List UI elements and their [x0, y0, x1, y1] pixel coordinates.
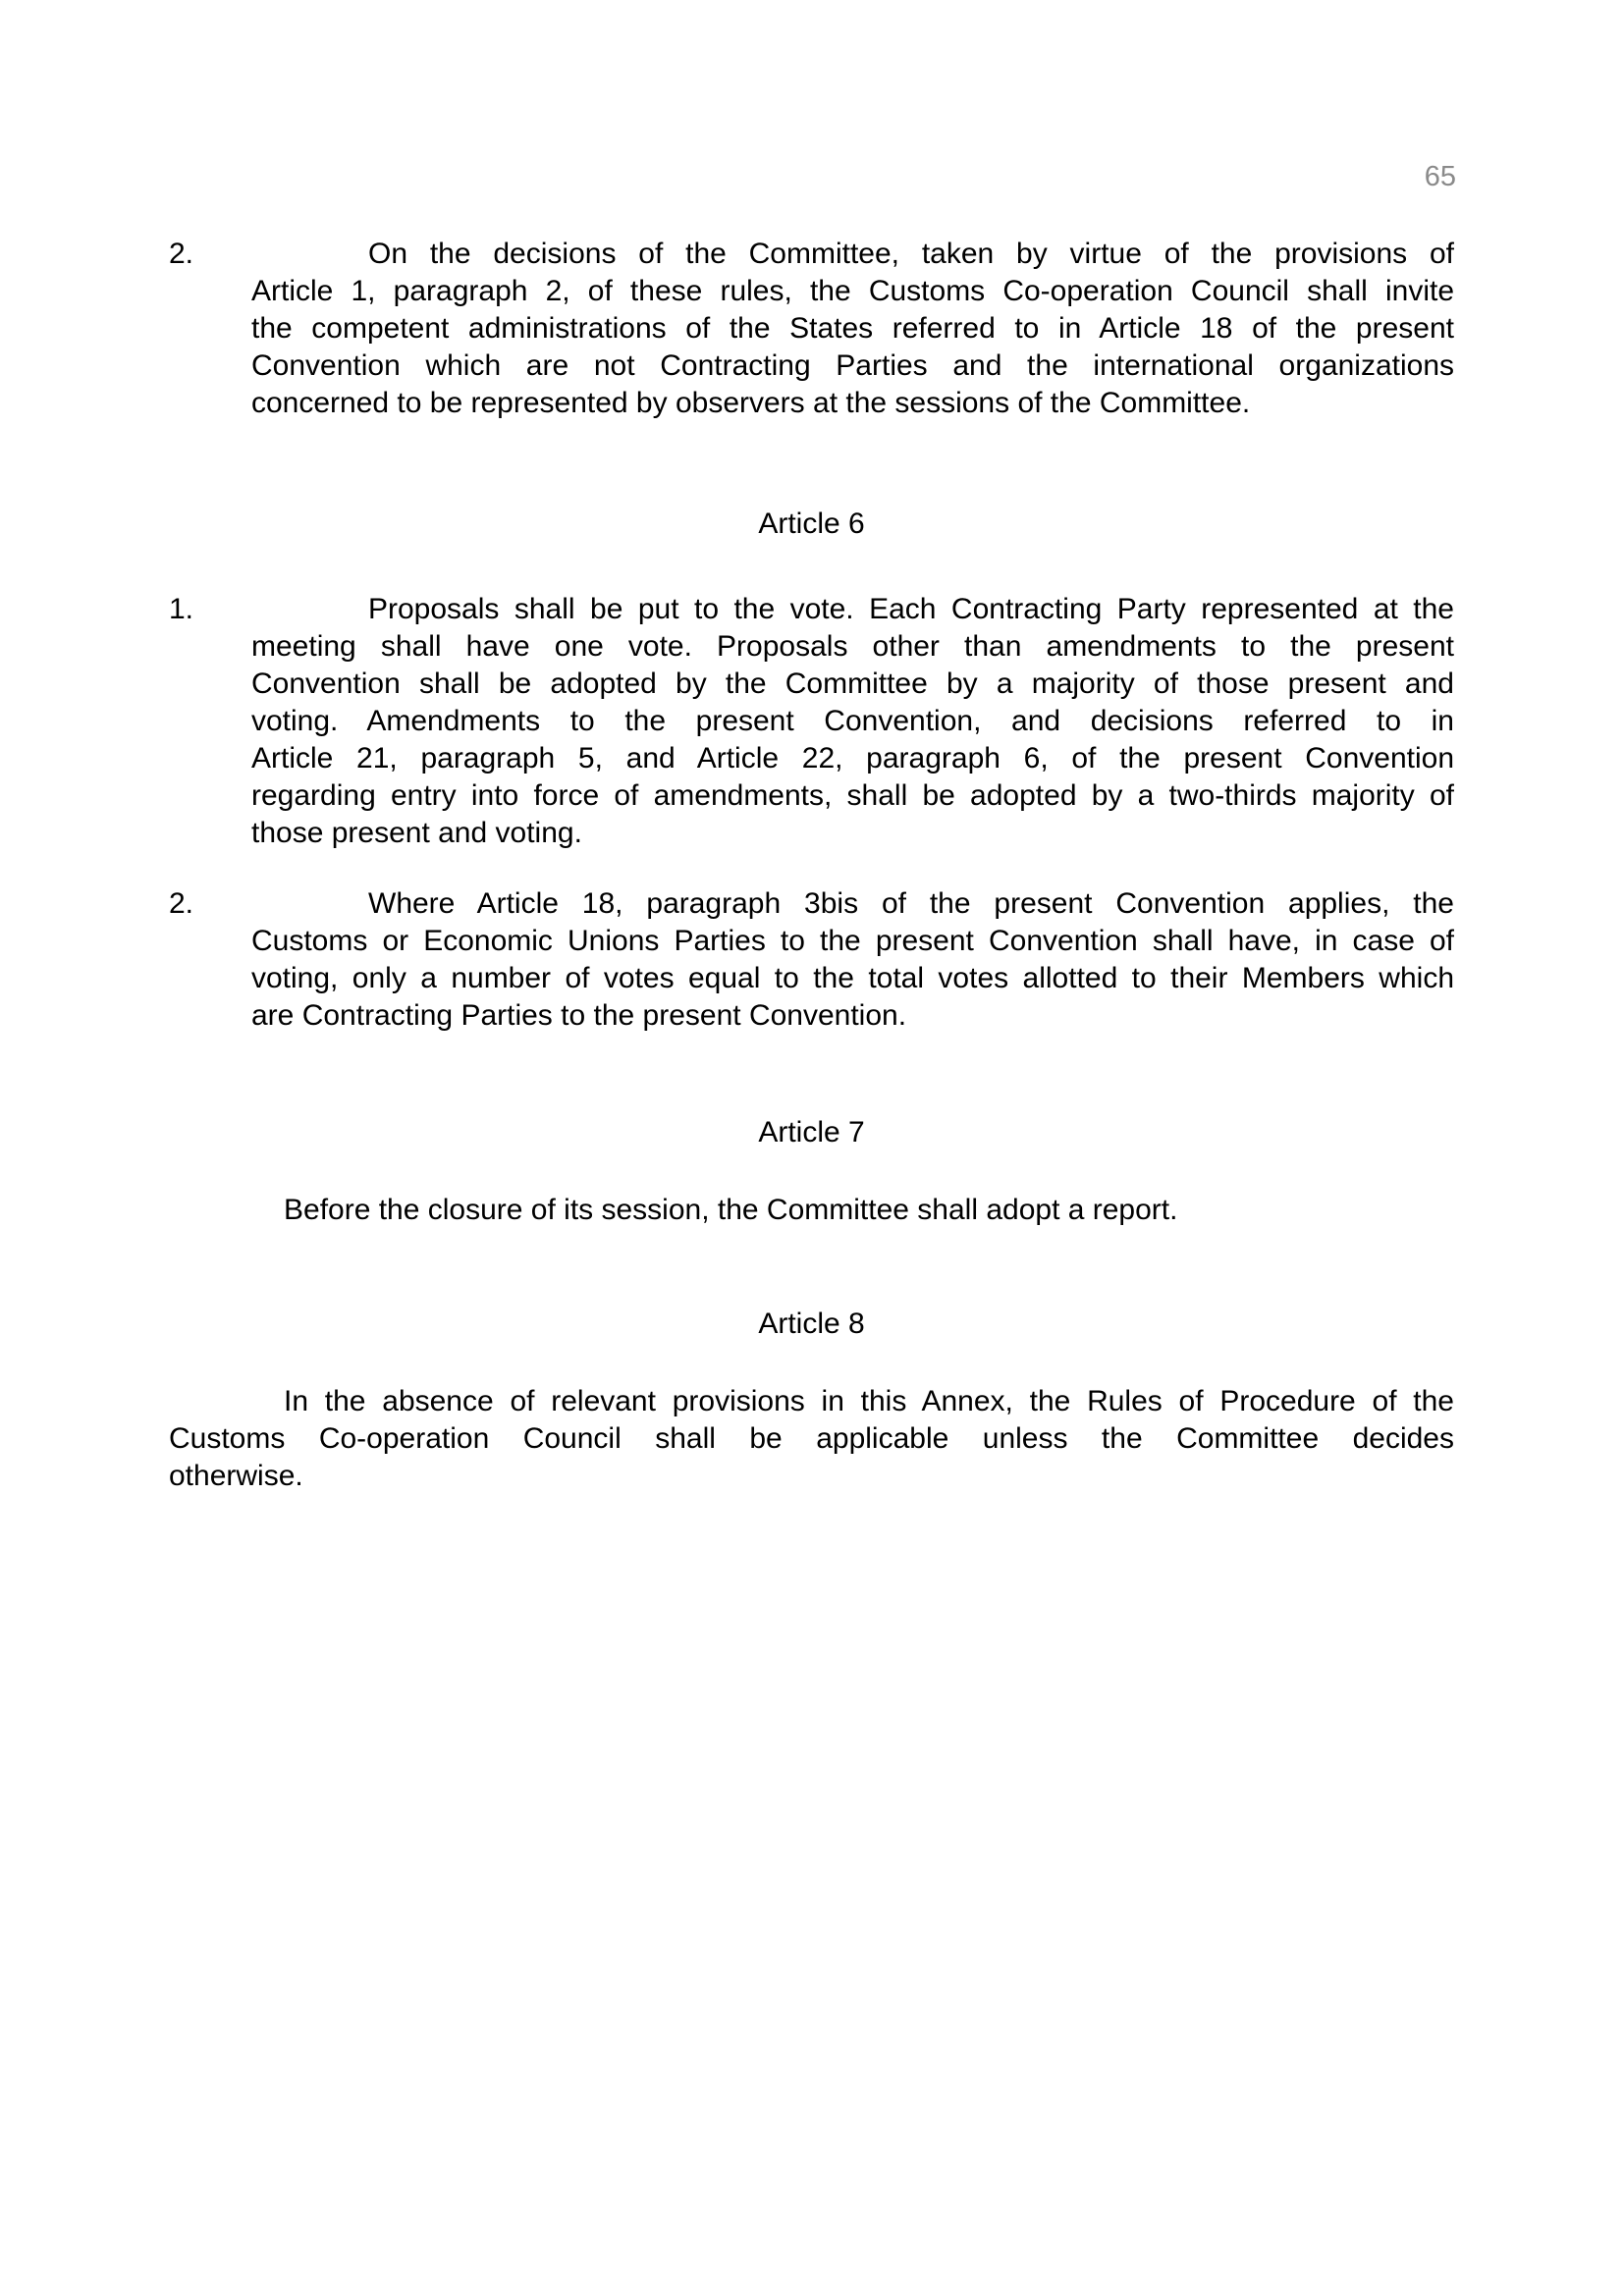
article-8-heading: Article 8 — [758, 1308, 865, 1340]
paragraph-line: otherwise. — [169, 1460, 303, 1492]
paragraph-line: Where Article 18, paragraph 3bis of the present Convention applies, the — [368, 887, 1454, 920]
paragraph-line: meeting shall have one vote. Proposals other than amendments to the present — [251, 630, 1454, 663]
paragraph-line: Before the closure of its session, the Committee shall adopt a report. — [284, 1194, 1178, 1226]
page-number: 65 — [1424, 161, 1456, 192]
paragraph-line: regarding entry into force of amendments, shall be adopted by a two-thirds majority of — [251, 779, 1454, 812]
article-7-heading: Article 7 — [758, 1116, 865, 1148]
paragraph-marker: 1. — [169, 593, 194, 625]
paragraph-line: Proposals shall be put to the vote. Each Contracting Party represented at the — [368, 593, 1454, 625]
paragraph-line: Customs Co-operation Council shall be applicable unless the Committee decides — [169, 1422, 1454, 1455]
paragraph-line: Article 21, paragraph 5, and Article 22, paragraph 6, of the present Convention — [251, 742, 1454, 774]
article-8-paragraph — [169, 1383, 1454, 1495]
paragraph-line: Article 1, paragraph 2, of these rules, the Customs Co-operation Council shall invite — [251, 275, 1454, 307]
paragraph-line: are Contracting Parties to the present Convention. — [251, 999, 907, 1032]
paragraph-line: voting, only a number of votes equal to the total votes allotted to their Members which — [251, 962, 1454, 994]
article-6-heading: Article 6 — [758, 507, 865, 540]
paragraph-line: Customs or Economic Unions Parties to the present Convention shall have, in case of — [251, 925, 1454, 957]
paragraph-marker: 2. — [169, 887, 194, 920]
paragraph-line: concerned to be represented by observers at the sessions of the Committee. — [251, 387, 1251, 419]
article-6-paragraph-1 — [169, 591, 1454, 852]
paragraph-line: voting. Amendments to the present Convention, and decisions referred to in — [251, 705, 1454, 737]
paragraph-marker: 2. — [169, 238, 194, 270]
intro-paragraph — [169, 236, 1454, 422]
paragraph-line: the competent administrations of the States referred to in Article 18 of the present — [251, 312, 1454, 345]
paragraph-line: Convention which are not Contracting Parties and the international organizations — [251, 349, 1454, 382]
paragraph-line: On the decisions of the Committee, taken by virtue of the provisions of — [368, 238, 1454, 270]
paragraph-line: Convention shall be adopted by the Committee by a majority of those present and — [251, 667, 1454, 700]
article-6-paragraph-2 — [169, 885, 1454, 1035]
paragraph-line: those present and voting. — [251, 817, 582, 849]
article-7-paragraph — [169, 1192, 1454, 1229]
paragraph-line: In the absence of relevant provisions in this Annex, the Rules of Procedure of the — [284, 1385, 1454, 1417]
